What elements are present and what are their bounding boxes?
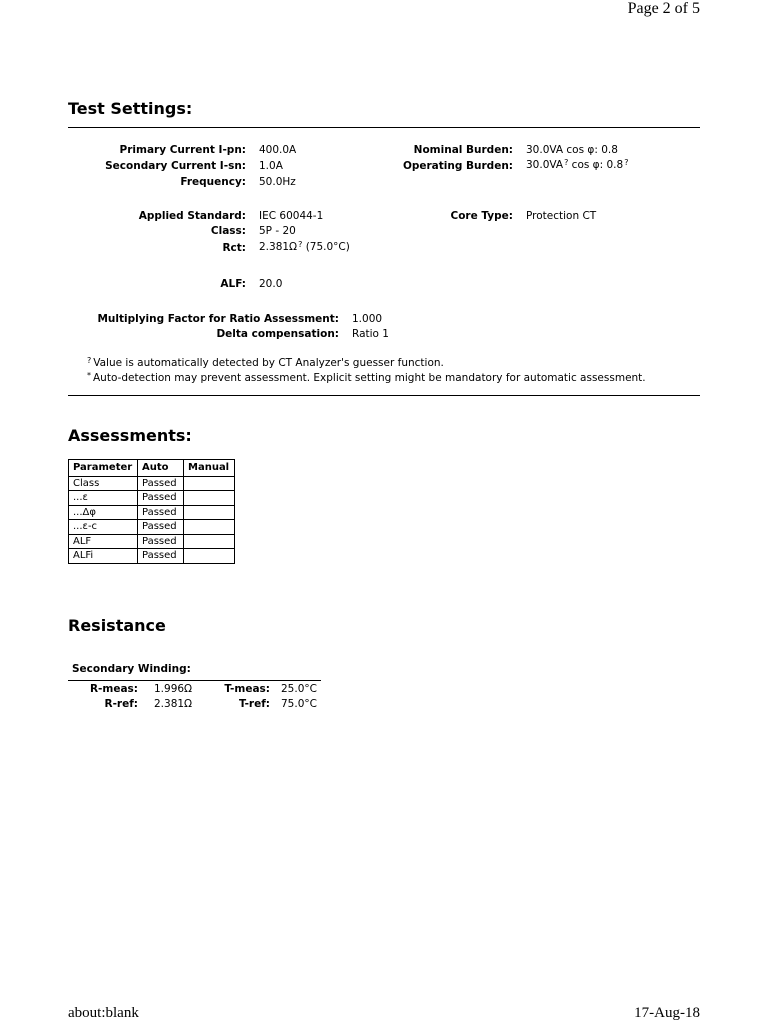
table-row (69, 476, 235, 491)
footer-date: 17-Aug-18 (634, 1005, 700, 1021)
r-ref-value: 2.381Ω (154, 698, 193, 710)
auto-cell: Passed (138, 534, 184, 549)
core-type-label: Core Type: (450, 210, 513, 222)
alf-value: 20.0 (259, 278, 283, 290)
manual-cell (184, 491, 235, 506)
column-header: Manual (184, 460, 235, 477)
class-value: 5P - 20 (259, 225, 296, 237)
test-settings-title: Test Settings: (68, 99, 193, 118)
divider (68, 680, 321, 681)
multiplying-factor-value: 1.000 (352, 313, 383, 325)
secondary-current-value: 1.0A (259, 160, 283, 172)
operating-burden-value (526, 158, 628, 171)
delta-compensation-value: Ratio 1 (352, 328, 389, 340)
parameter-cell: ALFi (69, 549, 138, 564)
r-ref-label: R-ref: (104, 698, 138, 710)
footer-url: about:blank (68, 1005, 139, 1021)
table-row (69, 520, 235, 535)
table-header-row (69, 460, 235, 477)
alf-label: ALF: (220, 278, 246, 290)
frequency-value: 50.0Hz (259, 176, 296, 188)
parameter-cell: ...ε (69, 491, 138, 506)
parameter-cell: ALF (69, 534, 138, 549)
guessed-mark: ? (298, 240, 303, 249)
applied-standard-label: Applied Standard: (138, 210, 246, 222)
assessments-title: Assessments: (68, 426, 192, 445)
operating-burden-label: Operating Burden: (402, 160, 513, 172)
operating-burden-cos: cos φ: 0.8 (571, 159, 624, 171)
table-row (69, 549, 235, 564)
guessed-mark: ? (624, 158, 629, 167)
rct-value (259, 240, 350, 253)
multiplying-factor-label: Multiplying Factor for Ratio Assessment: (97, 313, 339, 325)
rct-temp: (75.0°C) (305, 241, 350, 253)
footnote-mark: * (87, 371, 91, 380)
manual-cell (184, 505, 235, 520)
table-row (69, 505, 235, 520)
r-meas-label: R-meas: (89, 683, 138, 695)
primary-current-label: Primary Current I-pn: (119, 144, 246, 156)
divider (68, 395, 700, 396)
core-type-value: Protection CT (526, 210, 597, 222)
nominal-burden-label: Nominal Burden: (413, 144, 513, 156)
footnote (87, 356, 444, 369)
table-row (69, 534, 235, 549)
applied-standard-value: IEC 60044-1 (259, 210, 324, 222)
footnote-text: Auto-detection may prevent assessment. Explicit setting might be mandatory for automatic assessment. (93, 372, 646, 384)
rct-label: Rct: (222, 242, 246, 254)
column-header: Auto (138, 460, 184, 477)
table-row (69, 491, 235, 506)
divider (68, 127, 700, 128)
frequency-label: Frequency: (180, 176, 246, 188)
t-ref-label: T-ref: (238, 698, 270, 710)
delta-compensation-label: Delta compensation: (216, 328, 339, 340)
nominal-burden-value: 30.0VA cos φ: 0.8 (526, 144, 618, 156)
t-ref-value: 75.0°C (281, 698, 317, 710)
auto-cell: Passed (138, 549, 184, 564)
class-label: Class: (210, 225, 246, 237)
r-meas-value: 1.996Ω (154, 683, 193, 695)
manual-cell (184, 476, 235, 491)
column-header: Parameter (69, 460, 138, 477)
rct-ohms: 2.381Ω (259, 241, 298, 253)
resistance-title: Resistance (68, 616, 166, 635)
footnote-text: Value is automatically detected by CT Analyzer's guesser function. (93, 357, 444, 369)
secondary-winding-title: Secondary Winding: (72, 663, 191, 675)
auto-cell: Passed (138, 505, 184, 520)
t-meas-value: 25.0°C (281, 683, 317, 695)
page-number: Page 2 of 5 (627, 0, 700, 17)
footnote (87, 371, 646, 384)
assessments-table (68, 459, 235, 564)
secondary-current-label: Secondary Current I-sn: (105, 160, 246, 172)
manual-cell (184, 520, 235, 535)
manual-cell (184, 549, 235, 564)
auto-cell: Passed (138, 476, 184, 491)
parameter-cell: ...ε-c (69, 520, 138, 535)
auto-cell: Passed (138, 491, 184, 506)
manual-cell (184, 534, 235, 549)
footnote-mark: ? (87, 356, 92, 365)
auto-cell: Passed (138, 520, 184, 535)
parameter-cell: ...Δφ (69, 505, 138, 520)
operating-burden-va: 30.0VA (526, 159, 564, 171)
parameter-cell: Class (69, 476, 138, 491)
guessed-mark: ? (564, 158, 569, 167)
primary-current-value: 400.0A (259, 144, 297, 156)
t-meas-label: T-meas: (224, 683, 270, 695)
